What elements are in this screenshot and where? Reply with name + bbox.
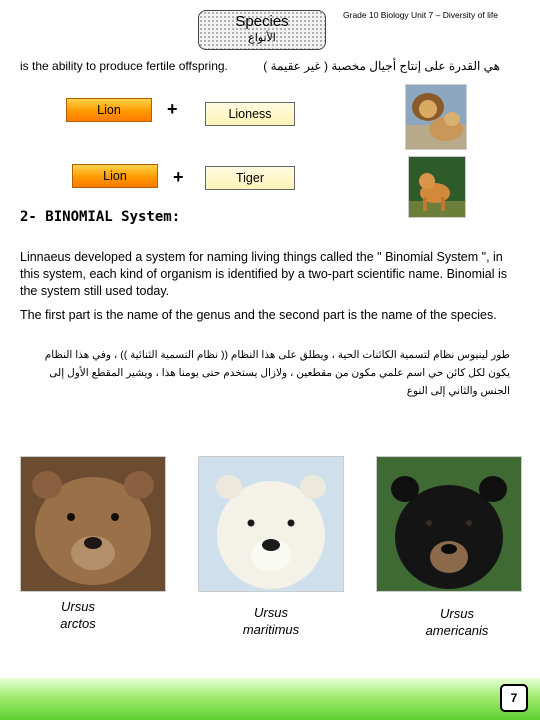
caption-genus-2: Ursus [254,605,288,620]
plus-sign-1: + [167,99,178,119]
caption-species-2: maritimus [242,622,300,637]
polar-bear-photo [198,456,344,592]
page-number: 7 [500,684,528,712]
arabic-paragraph-line-1: طور لينيوس نظام لتسمية الكائنات الحية ، ويطلق على هذا النظام (( نظام التسمية الثنائية )) ، وفي هذا النظام [44,349,510,361]
binomial-paragraph-2: The first part is the name of the genus and the second part is the name of the species. [20,308,497,322]
species-title-ar: الأنواع [248,32,276,44]
arabic-paragraph-line-3: الجنس والثاني إلى النوع [406,385,510,397]
caption-species-3: americanis [425,623,489,638]
binomial-paragraph-1: Linnaeus developed a system for naming living things called the " Binomial System ", in this system, each kind of organism is identified by a two-part scientific name. Binomial is the system still used today. [20,250,508,298]
grade-header: Grade 10 Biology Unit 7 – Diversity of life [343,10,498,20]
section-title: 2- BINOMIAL System: [20,209,181,225]
caption-genus-1: Ursus [61,599,95,614]
caption-ursus-arctos [18,598,138,632]
tiger-label: Tiger [205,166,295,190]
lion-lioness-photo [405,84,467,150]
liger-photo [408,156,466,218]
brown-bear-photo [20,456,166,592]
species-title-en: Species [235,13,289,30]
caption-ursus-americanis [397,605,517,639]
lion-label-2: Lion [72,164,158,188]
plus-sign-2: + [173,167,184,187]
species-definition [20,59,500,73]
definition-en: is the ability to produce fertile offspring. [20,59,228,73]
lioness-label: Lioness [205,102,295,126]
arabic-paragraph-line-2: يكون لكل كائن حي اسم علمي مكون من مقطعين ، ولازال يستخدم حتى يومنا هذا ، ويشير المقطع الأول إلى [49,367,510,379]
caption-genus-3: Ursus [440,606,474,621]
lion-label-1: Lion [66,98,152,122]
caption-species-1: arctos [60,616,96,631]
footer-bar [0,678,540,720]
species-title-box [198,10,326,50]
caption-ursus-maritimus [211,604,331,638]
black-bear-photo [376,456,522,592]
definition-ar: هي القدرة على إنتاج أجيال مخصبة ( غير عقيمة ) [263,59,500,73]
